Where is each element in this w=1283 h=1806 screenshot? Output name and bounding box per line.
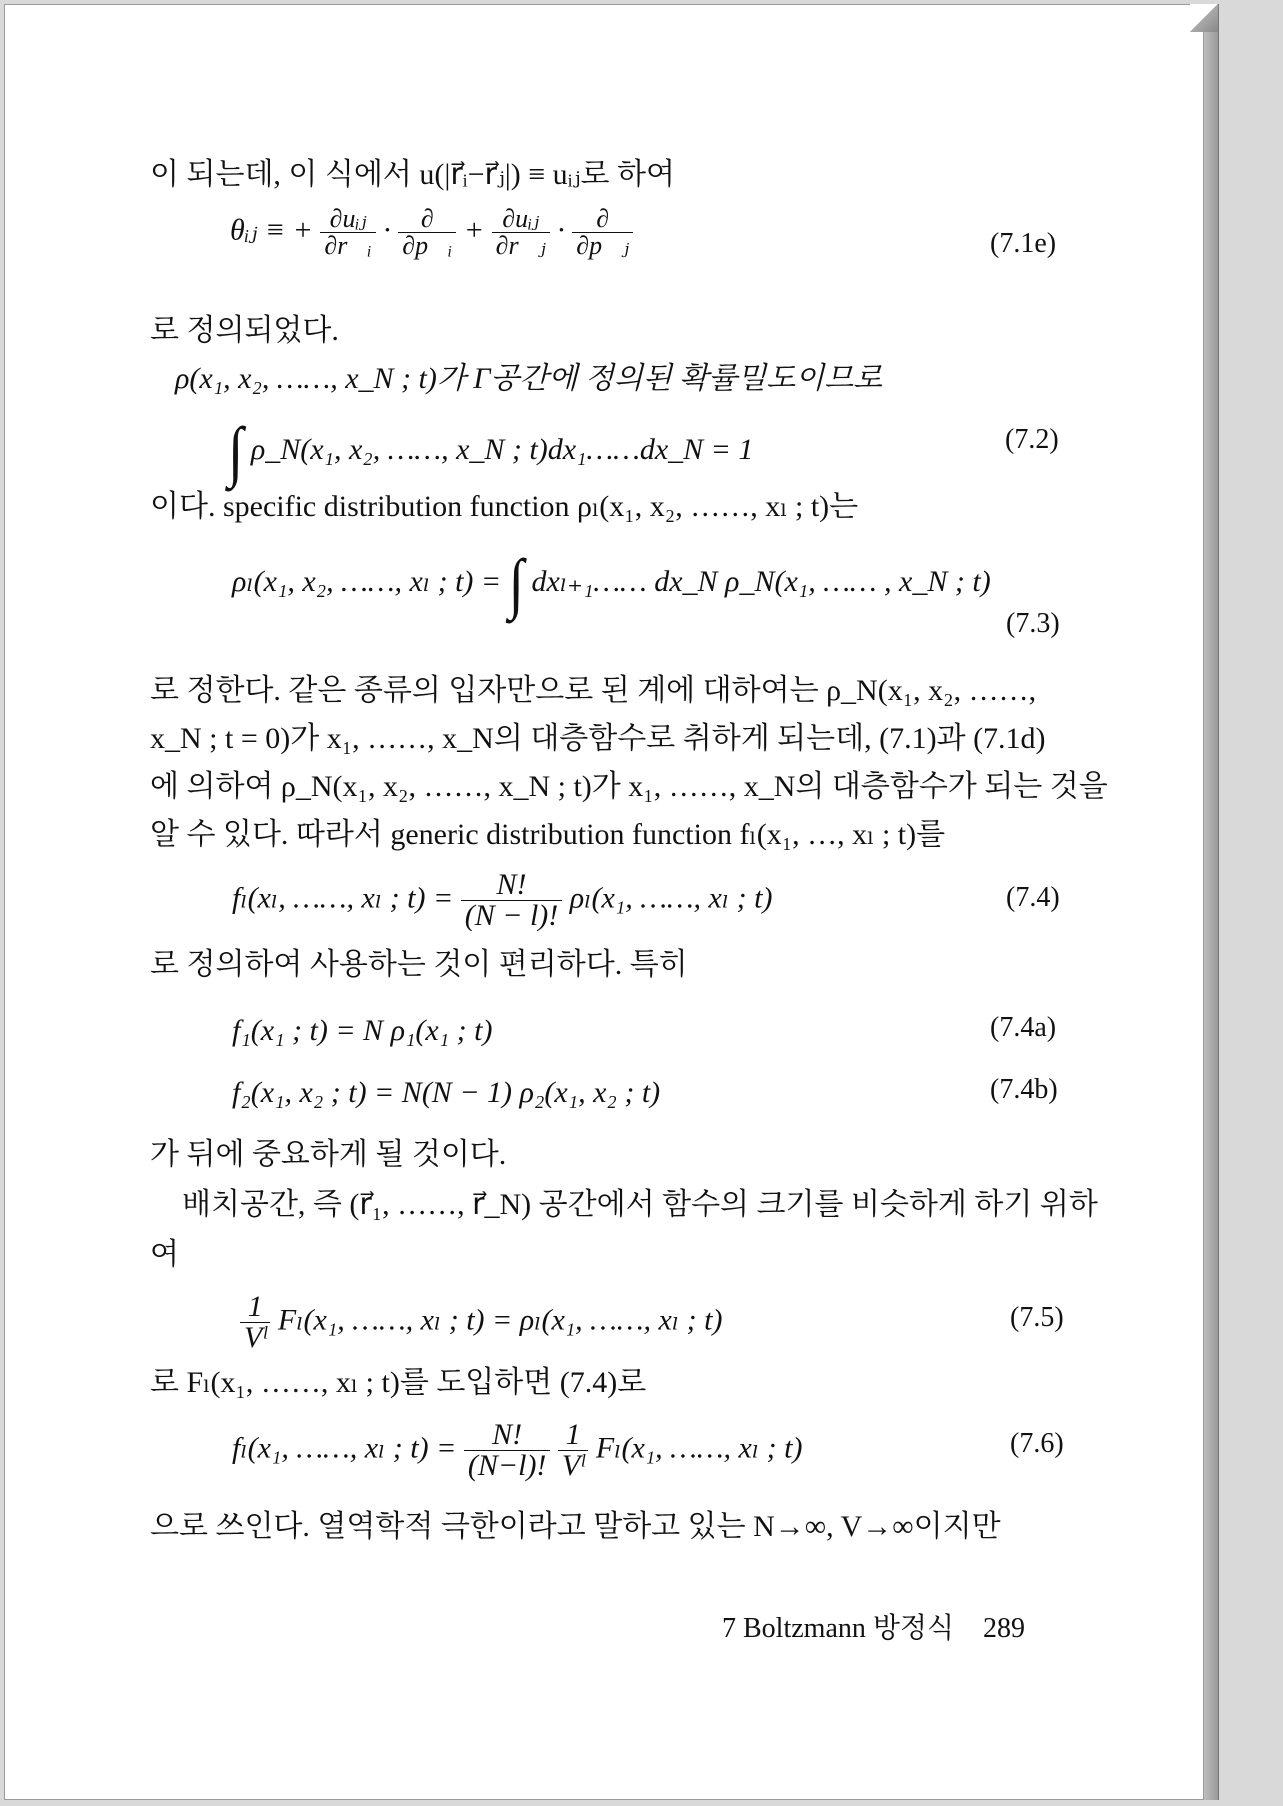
equation-7-2 xyxy=(228,414,754,490)
equation-label-7-3: (7.3) xyxy=(1006,608,1060,639)
eq-1e-dot-1: · xyxy=(383,213,391,247)
equation-7-6 xyxy=(232,1420,802,1481)
eq-6-frac-1 xyxy=(464,1420,551,1481)
eq-2-body: ρ_N(x₁, x₂, ……, x_N ; t)dx₁……dx_N = 1 xyxy=(250,432,754,466)
eq-1e-frac-2-den: ∂p⃗ᵢ xyxy=(402,231,453,260)
eq-6-frac-1-den: (N−l)! xyxy=(467,1449,547,1482)
equation-label-7-1e: (7.1e) xyxy=(990,228,1057,259)
eq-1e-frac-1 xyxy=(320,206,375,259)
eq-6-frac-2 xyxy=(558,1420,588,1481)
eq-1e-frac-3-num: ∂uᵢⱼ xyxy=(492,206,550,233)
equation-label-7-4: (7.4) xyxy=(1006,882,1060,913)
text-line-14: 으로 쓰인다. 열역학적 극한이라고 말하고 있는 N→∞, V→∞이지만 xyxy=(150,1510,1001,1543)
equation-7-5 xyxy=(240,1292,722,1353)
eq-6-frac-2-num: 1 xyxy=(558,1420,588,1451)
integral-sign: ∫ xyxy=(508,546,525,622)
eq-1e-dot-2: · xyxy=(557,213,565,247)
eq-6-frac-2-den: Vˡ xyxy=(561,1449,585,1482)
equation-label-7-5: (7.5) xyxy=(1010,1302,1064,1333)
eq-4-frac-den: (N − l)! xyxy=(464,899,559,932)
equation-7-3 xyxy=(232,546,991,622)
eq-6-rhs: Fₗ(x₁, ……, xₗ ; t) xyxy=(595,1431,803,1465)
text-line-1: 이 되는데, 이 식에서 u(|r⃗ᵢ−r⃗ⱼ|) ≡ uᵢⱼ로 하여 xyxy=(150,158,675,191)
text-line-13: 로 Fₗ(x₁, ……, xₗ ; t)를 도입하면 (7.4)로 xyxy=(150,1366,647,1399)
equation-label-7-6: (7.6) xyxy=(1010,1428,1064,1459)
eq-1e-plus: + xyxy=(463,213,485,247)
page-edge xyxy=(1204,4,1219,1800)
eq-4-frac-num: N! xyxy=(461,870,563,901)
eq-6-frac-1-num: N! xyxy=(464,1420,551,1451)
eq-1e-frac-1-num: ∂uᵢⱼ xyxy=(320,206,375,233)
eq-4-frac xyxy=(461,870,563,931)
equation-label-7-4b: (7.4b) xyxy=(990,1074,1058,1105)
eq-3-lhs: ρₗ(x₁, x₂, ……, xₗ ; t) = xyxy=(232,564,502,598)
eq-6-lhs: fₗ(x₁, ……, xₗ ; t) = xyxy=(232,1431,457,1465)
eq-5-body: Fₗ(x₁, ……, xₗ ; t) = ρₗ(x₁, ……, xₗ ; t) xyxy=(277,1303,723,1337)
text-line-11: 배치공간, 즉 (r⃗₁, ……, r⃗_N) 공간에서 함수의 크기를 비슷하게 하기 위하 xyxy=(182,1188,1098,1221)
text-line-6: x_N ; t = 0)가 x₁, ……, x_N의 대층함수로 취하게 되는데, (7.1)과 (7.1d) xyxy=(150,722,1046,755)
equation-7-1e xyxy=(230,206,633,259)
text-line-12: 여 xyxy=(150,1238,179,1271)
text-line-4: 이다. specific distribution function ρₗ(x₁, x₂, ……, xₗ ; t)는 xyxy=(150,490,859,523)
eq-5-frac xyxy=(240,1292,270,1353)
page-footer xyxy=(722,1606,1025,1646)
equation-7-4 xyxy=(232,870,772,931)
eq-1e-frac-4-num: ∂ xyxy=(572,206,633,233)
eq-3-rhs: dxₗ₊₁…… dx_N ρ_N(x₁, …… , x_N ; t) xyxy=(531,564,991,598)
text-line-7: 에 의하여 ρ_N(x₁, x₂, ……, x_N ; t)가 x₁, ……, x_N의 대층함수가 되는 것을 xyxy=(150,770,1108,803)
text-line-9: 로 정의하여 사용하는 것이 편리하다. 특히 xyxy=(150,948,688,981)
equation-7-4a: f₁(x₁ ; t) = N ρ₁(x₁ ; t) xyxy=(232,1014,493,1047)
running-footer-chapter: 7 Boltzmann 방정식 xyxy=(722,1613,955,1644)
equation-label-7-2: (7.2) xyxy=(1005,424,1059,455)
eq-1e-frac-3 xyxy=(492,206,550,259)
eq-1e-frac-4 xyxy=(572,206,633,259)
eq-4-lhs: fₗ(xₗ, ……, xₗ ; t) = xyxy=(232,881,454,915)
eq-1e-frac-2-num: ∂ xyxy=(398,206,456,233)
eq-1e-frac-4-den: ∂p⃗ⱼ xyxy=(576,231,630,260)
integral-sign: ∫ xyxy=(228,414,244,490)
equation-7-4b: f₂(x₁, x₂ ; t) = N(N − 1) ρ₂(x₁, x₂ ; t) xyxy=(232,1076,661,1109)
text-line-5: 로 정한다. 같은 종류의 입자만으로 된 계에 대하여는 ρ_N(x₁, x₂, ……, xyxy=(150,674,1037,707)
page-corner-fold xyxy=(1190,4,1218,32)
text-line-8: 알 수 있다. 따라서 generic distribution function fₗ(x₁, …, xₗ ; t)를 xyxy=(150,818,946,851)
text-line-3: ρ(x₁, x₂, ……, x_N ; t)가 Γ공간에 정의된 확률밀도이므로 xyxy=(175,362,883,395)
eq-1e-frac-3-den: ∂r⃗ⱼ xyxy=(495,231,546,260)
eq-1e-lhs: θᵢⱼ ≡ + xyxy=(230,213,313,247)
equation-label-7-4a: (7.4a) xyxy=(990,1012,1057,1043)
eq-1e-frac-2 xyxy=(398,206,456,259)
eq-5-frac-num: 1 xyxy=(240,1292,270,1323)
page-number: 289 xyxy=(983,1613,1026,1644)
eq-5-frac-den: Vˡ xyxy=(244,1321,267,1354)
text-line-10: 가 뒤에 중요하게 될 것이다. xyxy=(150,1138,507,1171)
eq-1e-frac-1-den: ∂r⃗ᵢ xyxy=(324,231,372,260)
eq-4-rhs: ρₗ(x₁, ……, xₗ ; t) xyxy=(569,881,773,915)
text-line-2: 로 정의되었다. xyxy=(150,314,339,347)
